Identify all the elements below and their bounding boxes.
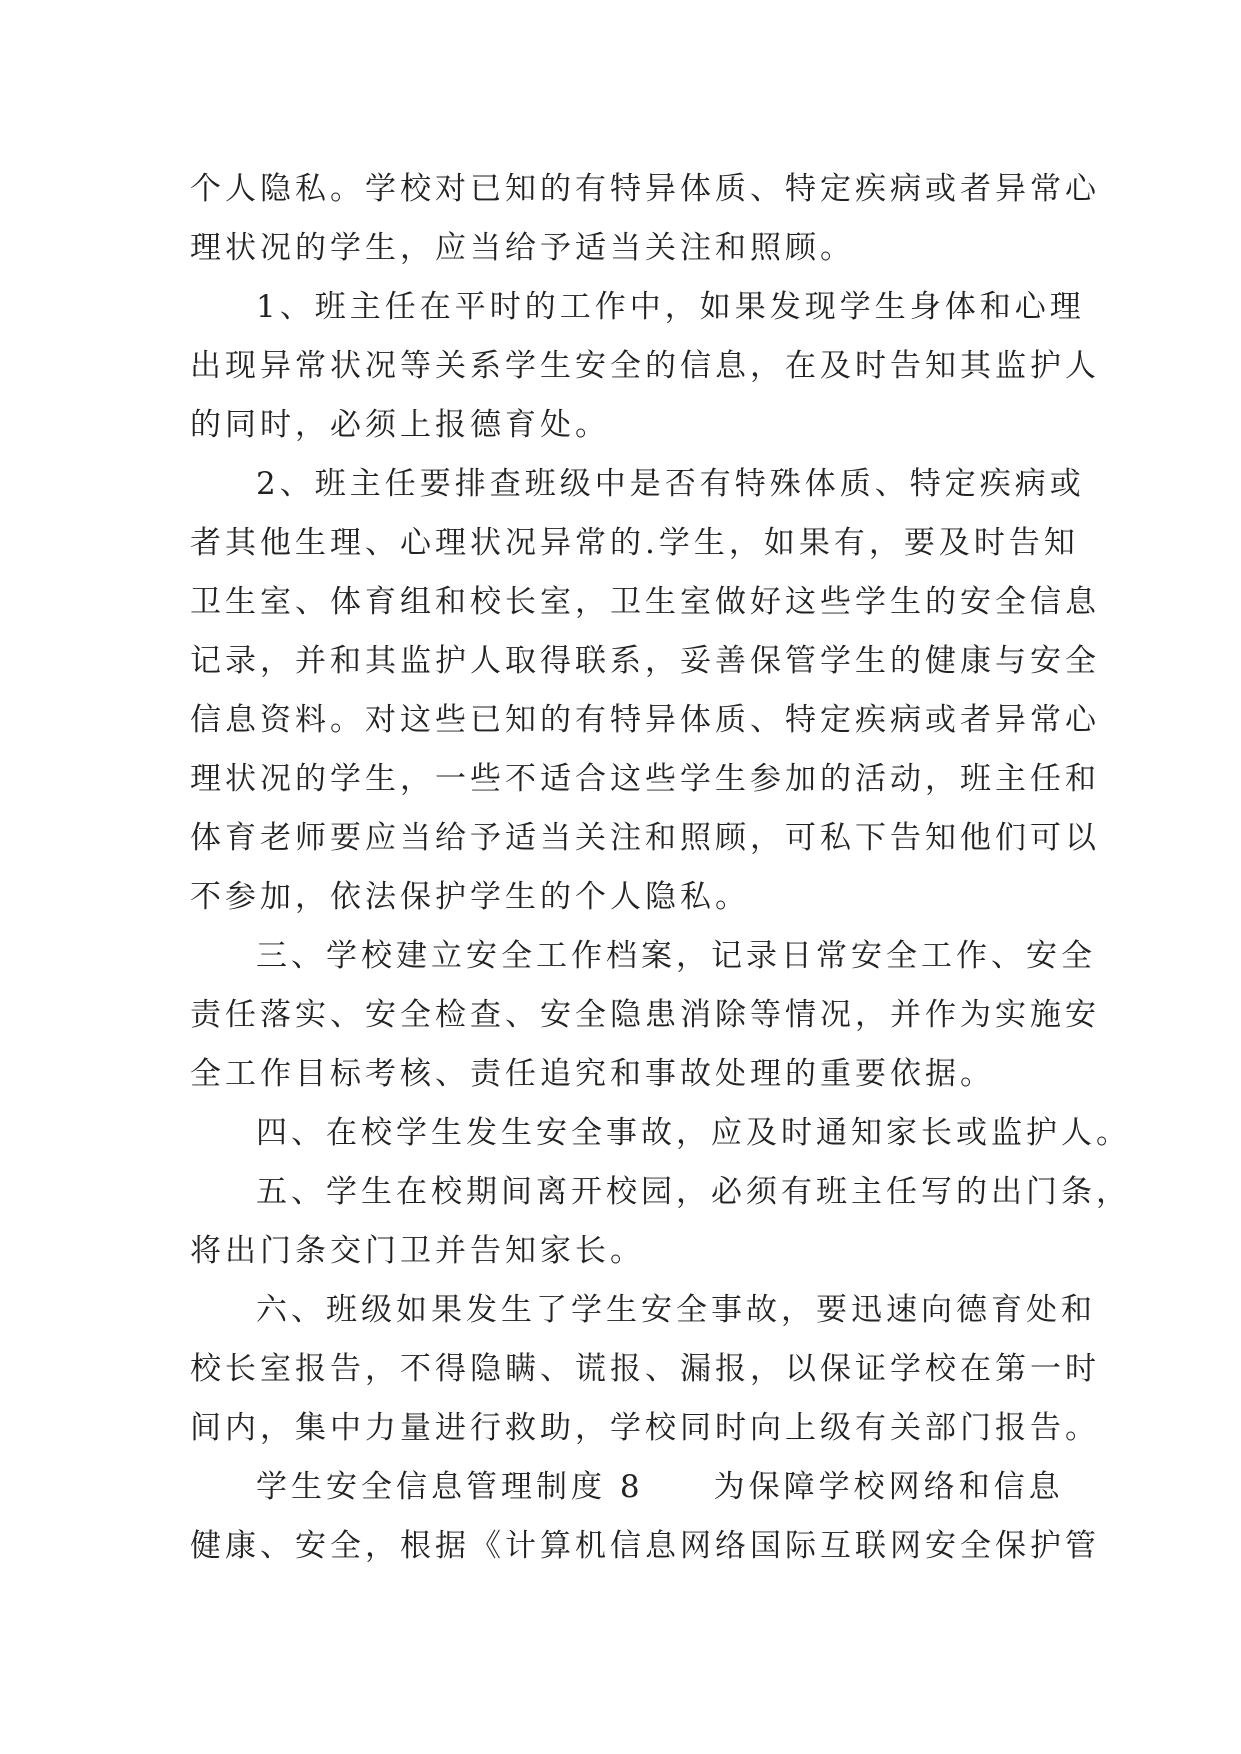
text-line: 2、班主任要排查班级中是否有特殊体质、特定疾病或 [256,466,1085,502]
text-line: 学生安全信息管理制度 8 为保障学校网络和信息 [256,1469,1064,1505]
text-line: 出现异常状况等关系学生安全的信息，在及时告知其监护人 [190,348,1100,384]
text-line: 的同时，必须上报德育处。 [190,407,610,443]
text-line: 1、班主任在平时的工作中，如果发现学生身体和心理 [256,289,1085,325]
text-line: 理状况的学生，一些不适合这些学生参加的活动，班主任和 [190,761,1100,797]
text-line: 体育老师要应当给予适当关注和照顾，可私下告知他们可以 [190,820,1100,856]
document-body [190,160,1131,1576]
text-line: 间内，集中力量进行救助，学校同时向上级有关部门报告。 [190,1410,1100,1446]
text-line: 六、班级如果发生了学生安全事故，要迅速向德育处和 [256,1292,1096,1328]
text-line: 责任落实、安全检查、安全隐患消除等情况，并作为实施安 [190,997,1100,1033]
text-line: 记录，并和其监护人取得联系，妥善保管学生的健康与安全 [190,643,1100,679]
text-line: 理状况的学生，应当给予适当关注和照顾。 [190,230,855,266]
text-line: 个人隐私。学校对已知的有特异体质、特定疾病或者异常心 [190,171,1100,207]
text-line: 校长室报告，不得隐瞒、谎报、漏报，以保证学校在第一时 [190,1351,1100,1387]
text-line: 四、在校学生发生安全事故，应及时通知家长或监护人。 [256,1115,1131,1151]
text-line: 不参加，依法保护学生的个人隐私。 [190,879,750,915]
text-line: 者其他生理、心理状况异常的.学生，如果有，要及时告知 [190,525,1079,561]
text-line: 全工作目标考核、责任追究和事故处理的重要依据。 [190,1056,995,1092]
text-line: 五、学生在校期间离开校园，必须有班主任写的出门条， [256,1174,1131,1210]
text-line: 将出门条交门卫并告知家长。 [190,1233,645,1269]
text-line: 信息资料。对这些已知的有特异体质、特定疾病或者异常心 [190,702,1100,738]
text-line: 健康、安全，根据《计算机信息网络国际互联网安全保护管 [190,1528,1100,1564]
text-line: 卫生室、体育组和校长室，卫生室做好这些学生的安全信息 [190,584,1100,620]
text-line: 三、学校建立安全工作档案，记录日常安全工作、安全 [256,938,1096,974]
